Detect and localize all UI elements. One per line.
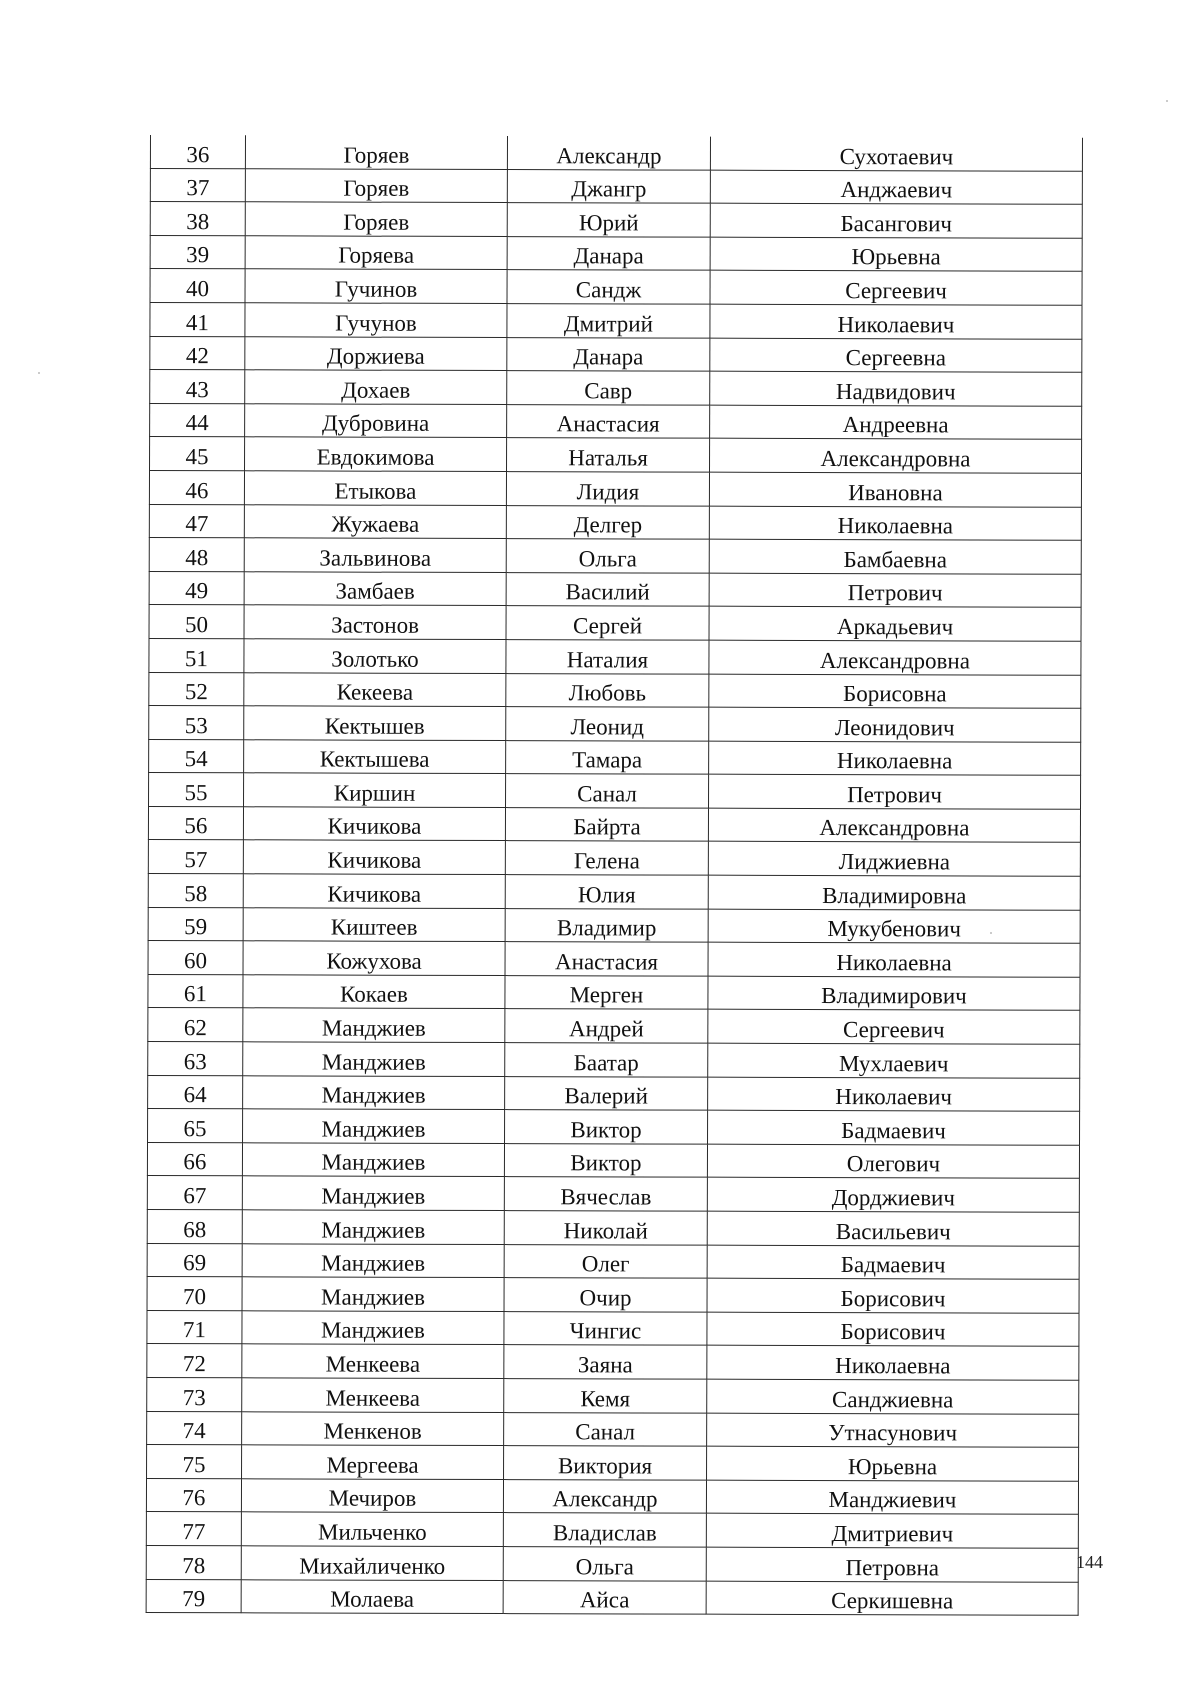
- cell-last-name: Манджиев: [242, 1311, 504, 1345]
- cell-first-name: Юрий: [507, 203, 710, 237]
- table-row: [149, 672, 1081, 708]
- cell-number: 64: [148, 1075, 243, 1109]
- cell-number: 74: [147, 1411, 242, 1445]
- table-row: [148, 974, 1080, 1010]
- cell-number: 76: [146, 1478, 241, 1512]
- table-row: [148, 907, 1080, 943]
- cell-last-name: Менкенов: [242, 1411, 504, 1445]
- cell-patronymic: Бадмаевич: [707, 1245, 1079, 1280]
- cell-first-name: Андрей: [505, 1009, 708, 1043]
- cell-last-name: Евдокимова: [245, 437, 507, 471]
- cell-last-name: Манджиев: [242, 1143, 504, 1177]
- cell-patronymic: Санджиевна: [707, 1379, 1079, 1414]
- cell-patronymic: Леонидович: [709, 707, 1081, 742]
- cell-first-name: Данара: [507, 236, 710, 270]
- table-row: [147, 1377, 1079, 1413]
- cell-last-name: Етыкова: [244, 471, 506, 505]
- table-row: [150, 403, 1082, 439]
- table-row: [148, 1042, 1080, 1078]
- cell-patronymic: Надвидович: [710, 371, 1082, 406]
- cell-patronymic: Манджиевич: [706, 1480, 1078, 1515]
- cell-first-name: Данара: [507, 337, 710, 371]
- cell-patronymic: Мукубенович: [708, 909, 1080, 944]
- cell-number: 75: [147, 1445, 242, 1479]
- cell-patronymic: Борисович: [707, 1312, 1079, 1347]
- table-row: [146, 1579, 1078, 1615]
- cell-last-name: Мергеева: [242, 1445, 504, 1479]
- cell-last-name: Золотько: [244, 639, 506, 673]
- table-row: [150, 302, 1082, 338]
- cell-patronymic: Анджаевич: [710, 170, 1082, 205]
- cell-last-name: Кожухова: [243, 941, 505, 975]
- cell-patronymic: Александровна: [709, 640, 1081, 675]
- table-row: [148, 840, 1080, 876]
- cell-patronymic: Сергеевна: [710, 338, 1082, 373]
- cell-number: 63: [148, 1042, 243, 1076]
- cell-first-name: Ольга: [506, 539, 709, 573]
- cell-patronymic: Николаевич: [708, 1077, 1080, 1112]
- cell-number: 62: [148, 1008, 243, 1042]
- cell-last-name: Гучинов: [245, 269, 507, 303]
- table-row: [147, 1310, 1079, 1346]
- cell-number: 42: [150, 336, 245, 370]
- table-row: [147, 1243, 1079, 1279]
- cell-last-name: Кичикова: [243, 840, 505, 874]
- cell-patronymic: Владимирович: [708, 976, 1080, 1011]
- cell-patronymic: Бамбаевна: [709, 539, 1081, 574]
- cell-last-name: Кектышев: [244, 706, 506, 740]
- cell-last-name: Доржиева: [245, 336, 507, 370]
- cell-number: 44: [150, 403, 245, 437]
- cell-first-name: Джангр: [507, 169, 710, 203]
- cell-number: 52: [149, 672, 244, 706]
- cell-patronymic: Сергеевич: [708, 1010, 1080, 1045]
- cell-patronymic: Аркадьевич: [709, 606, 1081, 641]
- cell-last-name: Кектышева: [244, 739, 506, 773]
- table-row: [149, 538, 1081, 574]
- cell-number: 39: [150, 235, 245, 269]
- cell-number: 56: [148, 806, 243, 840]
- cell-patronymic: Николаевна: [709, 741, 1081, 776]
- cell-last-name: Молаева: [241, 1579, 503, 1613]
- cell-number: 41: [150, 302, 245, 336]
- cell-patronymic: Петрович: [709, 573, 1081, 608]
- table-row: [147, 1209, 1079, 1245]
- cell-first-name: Айса: [503, 1580, 706, 1614]
- cell-first-name: Валерий: [505, 1076, 708, 1110]
- cell-first-name: Виктор: [504, 1143, 707, 1177]
- table-row: [148, 1075, 1080, 1111]
- cell-first-name: Наталья: [507, 438, 710, 472]
- cell-number: 51: [149, 638, 244, 672]
- cell-first-name: Очир: [504, 1278, 707, 1312]
- cell-first-name: Савр: [507, 371, 710, 405]
- cell-patronymic: Серкишевна: [706, 1581, 1078, 1616]
- cell-last-name: Киштеев: [243, 907, 505, 941]
- cell-number: 71: [147, 1310, 242, 1344]
- cell-first-name: Юлия: [505, 875, 708, 909]
- table-row: [150, 336, 1082, 372]
- table-row: [149, 638, 1081, 674]
- cell-first-name: Чингис: [504, 1311, 707, 1345]
- cell-first-name: Николай: [504, 1211, 707, 1245]
- page-number: 144: [1076, 1552, 1103, 1572]
- table-row: [149, 739, 1081, 775]
- cell-first-name: Гелена: [505, 841, 708, 875]
- cell-first-name: Заяна: [504, 1345, 707, 1379]
- table-row: [150, 135, 1082, 171]
- cell-number: 66: [147, 1142, 242, 1176]
- cell-number: 79: [146, 1579, 241, 1613]
- table-row: [149, 773, 1081, 809]
- cell-number: 67: [147, 1176, 242, 1210]
- table-row: [147, 1142, 1079, 1178]
- table-row: [150, 168, 1082, 204]
- cell-number: 77: [146, 1512, 241, 1546]
- cell-first-name: Виктор: [505, 1110, 708, 1144]
- table-row: [147, 1344, 1079, 1380]
- table-row: [147, 1176, 1079, 1212]
- cell-first-name: Санал: [504, 1412, 707, 1446]
- table-row: [150, 370, 1082, 406]
- scan-speck: [1166, 100, 1168, 102]
- cell-last-name: Горяев: [245, 202, 507, 236]
- cell-first-name: Виктория: [504, 1446, 707, 1480]
- cell-last-name: Манджиев: [242, 1277, 504, 1311]
- cell-number: 58: [148, 874, 243, 908]
- cell-last-name: Манджиев: [243, 1008, 505, 1042]
- cell-last-name: Михайличенко: [241, 1546, 503, 1580]
- cell-first-name: Анастасия: [507, 404, 710, 438]
- cell-number: 47: [149, 504, 244, 538]
- cell-patronymic: Борисович: [707, 1278, 1079, 1313]
- cell-patronymic: Александровна: [708, 808, 1080, 843]
- table-row: [149, 605, 1081, 641]
- cell-last-name: Манджиев: [243, 1075, 505, 1109]
- table-row: [150, 235, 1082, 271]
- cell-first-name: Вячеслав: [504, 1177, 707, 1211]
- cell-patronymic: Юрьевна: [707, 1446, 1079, 1481]
- cell-patronymic: Басангович: [710, 203, 1082, 238]
- cell-number: 72: [147, 1344, 242, 1378]
- table-row: [147, 1445, 1079, 1481]
- table-row: [150, 269, 1082, 305]
- cell-last-name: Горяева: [245, 236, 507, 270]
- cell-last-name: Жужаева: [244, 504, 506, 538]
- cell-number: 38: [150, 202, 245, 236]
- cell-number: 78: [146, 1545, 241, 1579]
- cell-number: 37: [150, 168, 245, 202]
- cell-first-name: Дмитрий: [507, 304, 710, 338]
- cell-first-name: Делгер: [506, 505, 709, 539]
- cell-number: 55: [149, 773, 244, 807]
- cell-number: 50: [149, 605, 244, 639]
- cell-patronymic: Ивановна: [709, 472, 1081, 507]
- cell-patronymic: Васильевич: [707, 1211, 1079, 1246]
- cell-first-name: Сергей: [506, 606, 709, 640]
- cell-first-name: Баатар: [505, 1043, 708, 1077]
- cell-patronymic: Александровна: [710, 439, 1082, 474]
- cell-number: 60: [148, 941, 243, 975]
- table-row: [149, 504, 1081, 540]
- cell-last-name: Зальвинова: [244, 538, 506, 572]
- cell-patronymic: Юрьевна: [710, 237, 1082, 272]
- cell-first-name: Наталия: [506, 639, 709, 673]
- cell-first-name: Сандж: [507, 270, 710, 304]
- cell-number: 69: [147, 1243, 242, 1277]
- cell-first-name: Александр: [503, 1479, 706, 1513]
- cell-first-name: Мерген: [505, 975, 708, 1009]
- cell-last-name: Горяев: [245, 168, 507, 202]
- cell-first-name: Леонид: [506, 707, 709, 741]
- table-row: [146, 1478, 1078, 1514]
- cell-patronymic: Утнасунович: [707, 1413, 1079, 1448]
- cell-last-name: Горяев: [245, 135, 507, 169]
- cell-first-name: Владимир: [505, 908, 708, 942]
- cell-first-name: Тамара: [506, 740, 709, 774]
- table-row: [147, 1411, 1079, 1447]
- cell-last-name: Кокаев: [243, 975, 505, 1009]
- cell-number: 40: [150, 269, 245, 303]
- cell-patronymic: Николаевна: [707, 1346, 1079, 1381]
- table-row: [149, 571, 1081, 607]
- cell-first-name: Ольга: [503, 1546, 706, 1580]
- cell-last-name: Замбаев: [244, 572, 506, 606]
- cell-patronymic: Николаевна: [709, 506, 1081, 541]
- cell-number: 70: [147, 1277, 242, 1311]
- table-row: [148, 1109, 1080, 1145]
- cell-last-name: Манджиев: [242, 1210, 504, 1244]
- cell-first-name: Байрта: [505, 807, 708, 841]
- cell-last-name: Кекеева: [244, 672, 506, 706]
- cell-number: 61: [148, 974, 243, 1008]
- cell-number: 68: [147, 1209, 242, 1243]
- cell-number: 45: [150, 437, 245, 471]
- cell-number: 49: [149, 571, 244, 605]
- cell-patronymic: Николаевна: [708, 942, 1080, 977]
- cell-last-name: Киршин: [244, 773, 506, 807]
- cell-last-name: Манджиев: [242, 1176, 504, 1210]
- cell-patronymic: Дорджиевич: [707, 1178, 1079, 1213]
- cell-patronymic: Олегович: [707, 1144, 1079, 1179]
- cell-number: 59: [148, 907, 243, 941]
- cell-first-name: Анастасия: [505, 942, 708, 976]
- cell-first-name: Олег: [504, 1244, 707, 1278]
- table-row: [150, 202, 1082, 238]
- cell-first-name: Кемя: [504, 1379, 707, 1413]
- cell-patronymic: Петровна: [706, 1547, 1078, 1582]
- table-row: [147, 1277, 1079, 1313]
- cell-last-name: Менкеева: [242, 1378, 504, 1412]
- table-row: [149, 470, 1081, 506]
- cell-last-name: Мильченко: [241, 1512, 503, 1546]
- table-row: [148, 941, 1080, 977]
- roster-body: [146, 135, 1082, 1615]
- cell-first-name: Владислав: [503, 1513, 706, 1547]
- cell-last-name: Застонов: [244, 605, 506, 639]
- cell-number: 57: [148, 840, 243, 874]
- cell-number: 73: [147, 1377, 242, 1411]
- cell-last-name: Кичикова: [243, 807, 505, 841]
- cell-patronymic: Николаевич: [710, 304, 1082, 339]
- cell-last-name: Дохаев: [245, 370, 507, 404]
- cell-number: 53: [149, 706, 244, 740]
- cell-last-name: Манджиев: [243, 1042, 505, 1076]
- cell-first-name: Василий: [506, 572, 709, 606]
- cell-number: 46: [149, 470, 244, 504]
- roster-table: [146, 135, 1083, 1616]
- cell-patronymic: Мухлаевич: [708, 1043, 1080, 1078]
- cell-number: 43: [150, 370, 245, 404]
- cell-patronymic: Сухотаевич: [710, 137, 1082, 171]
- cell-first-name: Любовь: [506, 673, 709, 707]
- table-row: [150, 437, 1082, 473]
- cell-patronymic: Бадмаевич: [708, 1110, 1080, 1145]
- cell-number: 54: [149, 739, 244, 773]
- table-row: [148, 874, 1080, 910]
- cell-patronymic: Петрович: [709, 774, 1081, 809]
- cell-number: 48: [149, 538, 244, 572]
- cell-last-name: Манджиев: [243, 1109, 505, 1143]
- cell-first-name: Александр: [507, 136, 710, 170]
- cell-last-name: Менкеева: [242, 1344, 504, 1378]
- cell-last-name: Дубровина: [245, 404, 507, 438]
- cell-patronymic: Сергеевич: [710, 271, 1082, 306]
- cell-patronymic: Лиджиевна: [708, 842, 1080, 877]
- cell-patronymic: Андреевна: [710, 405, 1082, 440]
- cell-number: 65: [148, 1109, 243, 1143]
- cell-first-name: Лидия: [506, 471, 709, 505]
- table-row: [148, 1008, 1080, 1044]
- cell-first-name: Санал: [506, 774, 709, 808]
- cell-number: 36: [150, 135, 245, 168]
- cell-last-name: Гучунов: [245, 303, 507, 337]
- table-row: [148, 806, 1080, 842]
- cell-last-name: Мечиров: [241, 1479, 503, 1513]
- table-row: [149, 706, 1081, 742]
- cell-last-name: Манджиев: [242, 1243, 504, 1277]
- cell-patronymic: Борисовна: [709, 674, 1081, 709]
- cell-last-name: Кичикова: [243, 874, 505, 908]
- table-row: [146, 1545, 1078, 1581]
- cell-patronymic: Владимировна: [708, 875, 1080, 910]
- scan-speck: [38, 372, 40, 374]
- table-row: [146, 1512, 1078, 1548]
- cell-patronymic: Дмитриевич: [706, 1514, 1078, 1549]
